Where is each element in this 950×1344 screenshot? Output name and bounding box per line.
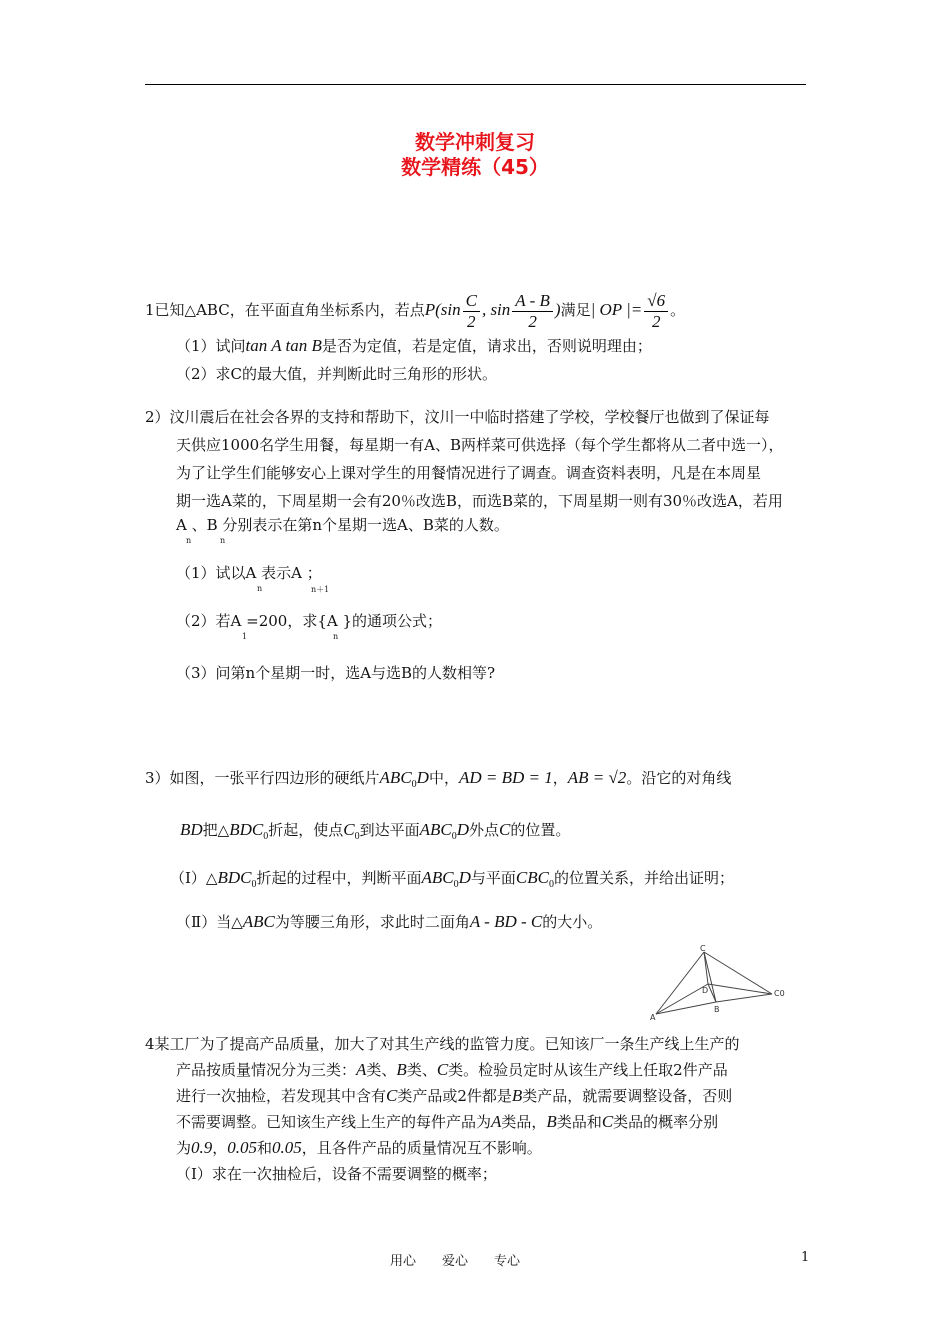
tetrahedron-figure <box>650 944 790 1024</box>
q4-line3: 进行一次抽检，若发现其中含有C类产品或2件都是B类产品，就需要调整设备，否则 <box>176 1086 733 1105</box>
q2-part2: （2）若A =200，求{A }的通项公式； <box>176 612 443 630</box>
q2-part1-sub-a: n <box>257 584 263 593</box>
q2-part1: （1）试以A 表示A ； <box>176 564 322 582</box>
q2-line5-sub-a: n <box>186 536 192 545</box>
edge-bc0 <box>716 994 772 1002</box>
q1-part2: （2）求C的最大值，并判断此时三角形的形状。 <box>176 365 498 383</box>
page-number: 1 <box>801 1250 810 1265</box>
q4-line2: 产品按质量情况分为三类：A类、B类、C类。检验员定时从该生产线上任取2件产品 <box>176 1060 728 1079</box>
footer-motto: 用心 爱心 专心 <box>390 1254 521 1269</box>
q4-part1: （Ⅰ）求在一次抽检后，设备不需要调整的概率； <box>176 1165 497 1183</box>
q2-line2: 天供应1000名学生用餐，每星期一有A、B两样菜可供选择（每个学生都将从二者中选一）， <box>176 436 784 454</box>
edge-dc0 <box>708 984 772 994</box>
q2-line5-sub-b: n <box>220 536 226 545</box>
q3-part1: $(Ⅰ)\triangle BDC_0$折起的过程中，判断平面$ABC_0D$与平面$CBC_0$的位置关系，并给出证明； <box>170 868 734 890</box>
q1-frac-c2: $\frac{C}{2}$ <box>463 291 480 332</box>
q4-line5: 为0.9，0.05和0.05，且各件产品的质量情况互不影响。 <box>176 1138 542 1157</box>
edge-ad <box>656 984 708 1014</box>
q3-line2: BD把$\triangle BDC_0$折起，使点$C_0$到达平面$ABC_0D$外点C的位置。 <box>180 820 571 842</box>
header-rule <box>145 84 806 85</box>
q1-frac-ab2: $\frac{A - B}{2}$ <box>512 291 553 332</box>
q3-part2: （Ⅱ）当△ABC为等腰三角形，求此时二面角A - BD - C的大小。 <box>176 912 603 931</box>
q2-part1-sub-b: n＋1 <box>311 585 330 594</box>
q2-part2-sub-b: n <box>333 632 339 641</box>
q2-line4: 期一选A菜的，下周星期一会有20％改选B，而选B菜的，下周星期一则有30％改选A，若用 <box>176 492 783 510</box>
fig-label-b: B <box>714 1005 720 1014</box>
q1-point: P(sin <box>424 300 461 319</box>
fig-label-c0: C0 <box>774 989 785 998</box>
edge-ab <box>656 1002 716 1014</box>
q1-vector-op: | OP |= <box>590 300 643 319</box>
fig-label-a: A <box>650 1013 656 1022</box>
q2-line5: A 、B 分别表示在第n个星期一选A、B菜的人数。 <box>176 516 509 534</box>
q2-line3: 为了让学生们能够安心上课对学生的用餐情况进行了调查。调查资料表明，凡是在本周星 <box>176 464 762 482</box>
q1-part1: （1）试问tan A tan B是否为定值，若是定值，请求出，否则说明理由； <box>176 336 652 355</box>
q2-part3: （3）问第n个星期一时，选A与选B的人数相等? <box>176 664 496 682</box>
q2-line1: 2）汶川震后在社会各界的支持和帮助下，汶川一中临时搭建了学校，学校餐厅也做到了保证每 <box>145 408 770 426</box>
edge-cc0 <box>704 952 772 994</box>
q3-line1: 3）如图，一张平行四边形的硬纸片$ABC_0D$中，AD = BD = 1，AB = √2。沿它的对角线 <box>145 768 732 790</box>
q1-stem-text: 1已知△ABC，在平面直角坐标系内，若点 <box>145 301 425 319</box>
edge-ca <box>656 952 704 1014</box>
q1-stem: 1已知△ABC，在平面直角坐标系内，若点P(sin $\frac{C}{2}$ , sin $\frac{A - B}{2}$ )满足| OP |= $\frac{√6}{2}$ 。 <box>145 290 686 331</box>
q2-part2-sub-a: 1 <box>242 632 248 641</box>
page-title: 数学冲刺复习 <box>415 130 535 154</box>
page-subtitle: 数学精练（45） <box>401 155 549 179</box>
q1-frac-root6: $\frac{√6}{2}$ <box>644 291 668 332</box>
fig-label-d: D <box>702 986 709 995</box>
fig-label-c: C <box>700 944 706 953</box>
q4-line1: 4某工厂为了提高产品质量，加大了对其生产线的监管力度。已知该厂一条生产线上生产的 <box>145 1035 740 1053</box>
q4-line4: 不需要调整。已知该生产线上生产的每件产品为A类品，B类品和C类品的概率分别 <box>176 1112 719 1131</box>
